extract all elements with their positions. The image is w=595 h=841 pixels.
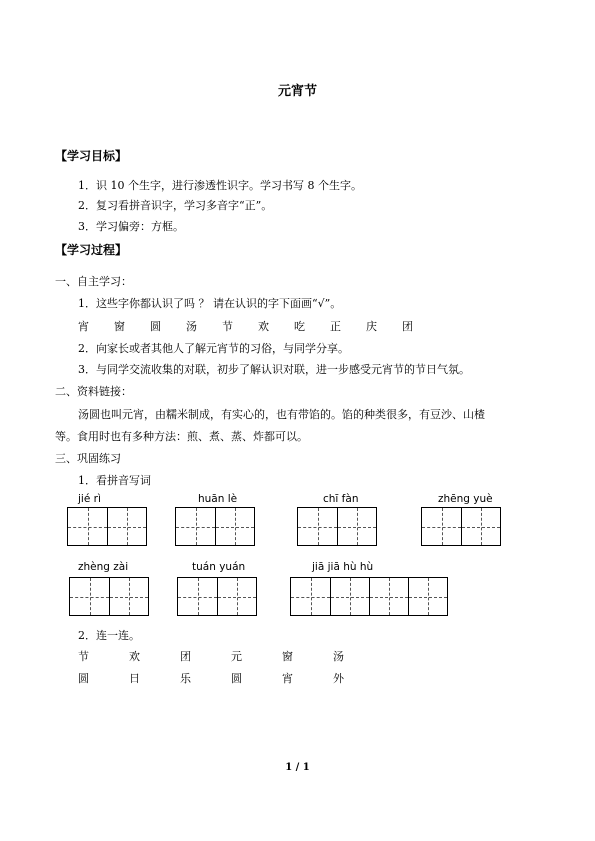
pinyin-label: jiā jiā hù hù [312,561,374,573]
part2-line1: 汤圆也叫元宵，由糯米制成，有实心的，也有带馅的。馅的种类很多，有豆沙、山楂 [78,408,485,421]
part3-label: 三、巩固练习 [55,452,121,465]
writing-grid[interactable] [297,507,377,546]
grid-cell[interactable] [176,508,215,545]
grid-cell[interactable] [369,578,408,615]
connect-char[interactable]: 圆 [231,672,242,685]
connect-char[interactable]: 日 [129,672,140,685]
part3-q1: 1．看拼音写词 [78,474,151,487]
connect-char[interactable]: 宵 [282,672,293,685]
grid-cell[interactable] [291,578,330,615]
process-heading: 【学习过程】 [55,243,128,257]
grid-cell[interactable] [330,578,369,615]
pinyin-label: zhèng zài [78,561,129,573]
connect-bottom-row [78,670,384,686]
goal-item-1: 1．识 10 个生字，进行渗透性识字。学习书写 8 个生字。 [78,179,362,192]
part1-label: 一、自主学习： [55,275,132,288]
pinyin-label: jié rì [78,493,101,505]
grid-cell[interactable] [68,508,107,545]
part1-q2: 2．向家长或者其他人了解元宵节的习俗，与同学分享。 [78,342,349,355]
char: 正 [330,320,341,333]
connect-char[interactable]: 外 [333,672,344,685]
writing-grid[interactable] [177,577,257,616]
char: 庆 [366,320,377,333]
goal-item-2: 2．复习看拼音识字，学习多音字“正”。 [78,199,273,212]
part2-label: 二、资料链接： [55,385,132,398]
writing-grid[interactable] [67,507,147,546]
char: 欢 [258,320,269,333]
grid-cell[interactable] [178,578,217,615]
connect-char[interactable]: 窗 [282,650,293,663]
char: 团 [402,320,413,333]
grid-cell[interactable] [215,508,254,545]
pinyin-label: zhēng yuè [438,493,493,505]
char: 节 [222,320,233,333]
grid-cell[interactable] [461,508,500,545]
grid-cell[interactable] [422,508,461,545]
char: 宵 [78,320,89,333]
grid-cell[interactable] [109,578,148,615]
grid-cell[interactable] [408,578,447,615]
char: 窗 [114,320,125,333]
part1-q1: 1．这些字你都认识了吗 ？ 请在认识的字下面画“√”。 [78,297,342,310]
goal-item-3: 3．学习偏旁：方框。 [78,220,184,233]
pinyin-label: chī fàn [323,493,359,505]
character-list [78,318,438,334]
part1-q3: 3．与同学交流收集的对联，初步了解认识对联，进一步感受元宵节的节日气氛。 [78,363,470,376]
pinyin-label: huān lè [198,493,238,505]
pinyin-label: tuán yuán [192,561,246,573]
char: 圆 [150,320,161,333]
part2-line2: 等。食用时也有多种方法：煎、煮、蒸、炸都可以。 [55,430,308,443]
connect-char[interactable]: 团 [180,650,191,663]
grid-cell[interactable] [217,578,256,615]
char: 汤 [186,320,197,333]
char: 吃 [294,320,305,333]
page-number: 1 / 1 [285,762,310,773]
connect-char[interactable]: 圆 [78,672,89,685]
grid-cell[interactable] [107,508,146,545]
connect-char[interactable]: 欢 [129,650,140,663]
writing-grid[interactable] [175,507,255,546]
writing-grid[interactable] [421,507,501,546]
writing-grid[interactable] [290,577,448,616]
goals-heading: 【学习目标】 [55,149,128,163]
page-title: 元宵节 [277,84,317,99]
connect-char[interactable]: 汤 [333,650,344,663]
grid-cell[interactable] [70,578,109,615]
connect-char[interactable]: 乐 [180,672,191,685]
grid-cell[interactable] [298,508,337,545]
connect-char[interactable]: 元 [231,650,242,663]
writing-grid[interactable] [69,577,149,616]
grid-cell[interactable] [337,508,376,545]
connect-top-row [78,648,384,664]
part3-q2: 2．连一连。 [78,629,140,642]
connect-char[interactable]: 节 [78,650,89,663]
